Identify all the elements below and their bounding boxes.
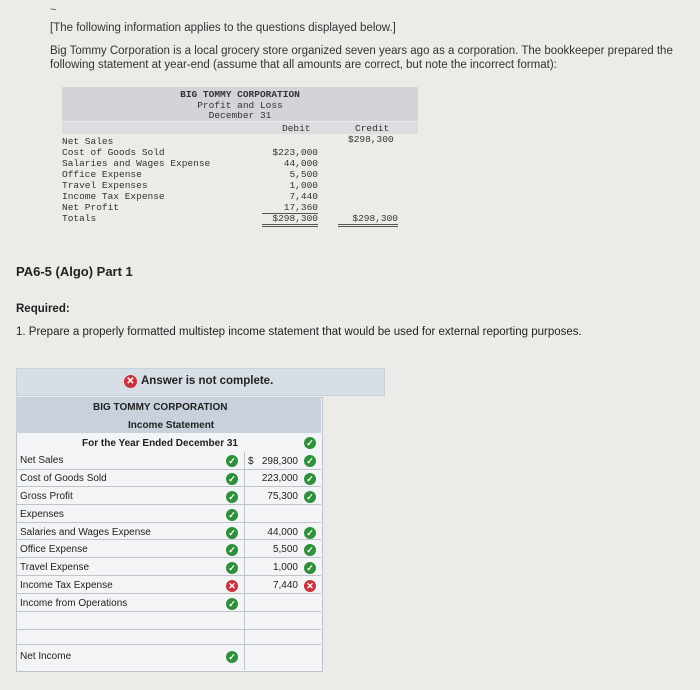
old-row-debit: 7,440 <box>289 191 318 202</box>
row-label-input[interactable]: Expenses <box>20 509 64 520</box>
check-icon: ✓ <box>304 544 316 556</box>
old-row-debit: 5,500 <box>289 169 318 180</box>
check-icon: ✓ <box>226 455 238 467</box>
old-row-label: Cost of Goods Sold <box>62 147 165 158</box>
row-label-input[interactable]: Office Expense <box>20 544 88 555</box>
old-row-label: Salaries and Wages Expense <box>62 158 211 169</box>
check-icon: ✓ <box>226 562 238 574</box>
check-icon: ✓ <box>304 562 316 574</box>
intro-text: [The following information applies to the questions displayed below.] <box>50 22 396 34</box>
row-label-input[interactable]: Net Sales <box>20 455 64 466</box>
row-label-input[interactable]: Salaries and Wages Expense <box>20 527 151 538</box>
row-label-input[interactable]: Cost of Goods Sold <box>20 473 107 484</box>
answer-status-text: Answer is not complete. <box>141 375 274 387</box>
old-row-label: Net Sales <box>62 136 114 147</box>
old-total-credit: $298,300 <box>338 213 398 227</box>
required-text: 1. Prepare a properly formatted multistep income statement that would be used for external reporting purposes. <box>16 326 582 338</box>
problem-paragraph: Big Tommy Corporation is a local grocery store organized seven years ago as a corporation. The bookkeeper prepared the following statement at year-end (assume that all amounts are correct, but note the incorrect format): <box>50 45 673 71</box>
check-icon: ✓ <box>226 527 238 539</box>
row-label-input[interactable]: Net Income <box>20 651 72 662</box>
dollar-sign: $ <box>248 456 254 467</box>
check-icon: ✓ <box>226 598 238 610</box>
table-row[interactable] <box>16 630 321 645</box>
debit-header: Debit <box>282 123 311 134</box>
old-row-debit: 44,000 <box>283 158 318 169</box>
old-row-label: Income Tax Expense <box>62 191 165 202</box>
row-value-input[interactable]: 5,500 <box>272 544 298 555</box>
row-value-input[interactable]: 7,440 <box>272 580 298 591</box>
check-icon: ✓ <box>304 437 316 449</box>
old-total-debit: $298,300 <box>262 213 318 227</box>
form-statement-name: Income Statement <box>128 420 215 431</box>
row-label-input[interactable]: Gross Profit <box>20 491 73 502</box>
old-row-debit: 17,360 <box>262 202 318 214</box>
form-company: BIG TOMMY CORPORATION <box>93 402 228 413</box>
table-row[interactable] <box>16 612 321 630</box>
top-mark: ~ <box>50 4 57 16</box>
old-statement-subtitle: Profit and Loss <box>197 100 283 111</box>
check-icon: ✓ <box>226 544 238 556</box>
row-label-input[interactable]: Travel Expense <box>20 562 90 573</box>
old-row-debit: 1,000 <box>289 180 318 191</box>
row-value-input[interactable]: 44,000 <box>267 527 298 538</box>
old-row-label: Travel Expenses <box>62 180 148 191</box>
old-row-label: Net Profit <box>62 202 120 213</box>
check-icon: ✓ <box>226 651 238 663</box>
old-statement-date: December 31 <box>208 110 272 121</box>
required-label: Required: <box>16 303 70 315</box>
check-icon: ✓ <box>226 509 238 521</box>
check-icon: ✓ <box>226 491 238 503</box>
old-statement-title: BIG TOMMY CORPORATION <box>180 89 300 100</box>
x-icon: ✕ <box>124 375 137 388</box>
old-row-label: Office Expense <box>62 169 142 180</box>
row-label-input[interactable]: Income Tax Expense <box>20 580 113 591</box>
check-icon: ✓ <box>304 527 316 539</box>
check-icon: ✓ <box>304 455 316 467</box>
check-icon: ✓ <box>304 491 316 503</box>
part-title: PA6-5 (Algo) Part 1 <box>16 264 133 279</box>
x-icon: ✕ <box>226 580 238 592</box>
row-value-input[interactable]: 1,000 <box>272 562 298 573</box>
old-row-debit: $223,000 <box>272 147 318 158</box>
credit-net-sales: $298,300 <box>348 134 394 145</box>
row-value-input[interactable]: 75,300 <box>267 491 298 502</box>
check-icon: ✓ <box>304 473 316 485</box>
row-value-input[interactable]: 223,000 <box>261 473 298 484</box>
credit-header: Credit <box>355 123 390 134</box>
old-row-label: Totals <box>62 213 97 224</box>
row-label-input[interactable]: Income from Operations <box>20 598 128 609</box>
x-icon: ✕ <box>304 580 316 592</box>
row-value-input[interactable]: 298,300 <box>261 456 298 467</box>
form-period: For the Year Ended December 31 <box>82 438 238 449</box>
check-icon: ✓ <box>226 473 238 485</box>
